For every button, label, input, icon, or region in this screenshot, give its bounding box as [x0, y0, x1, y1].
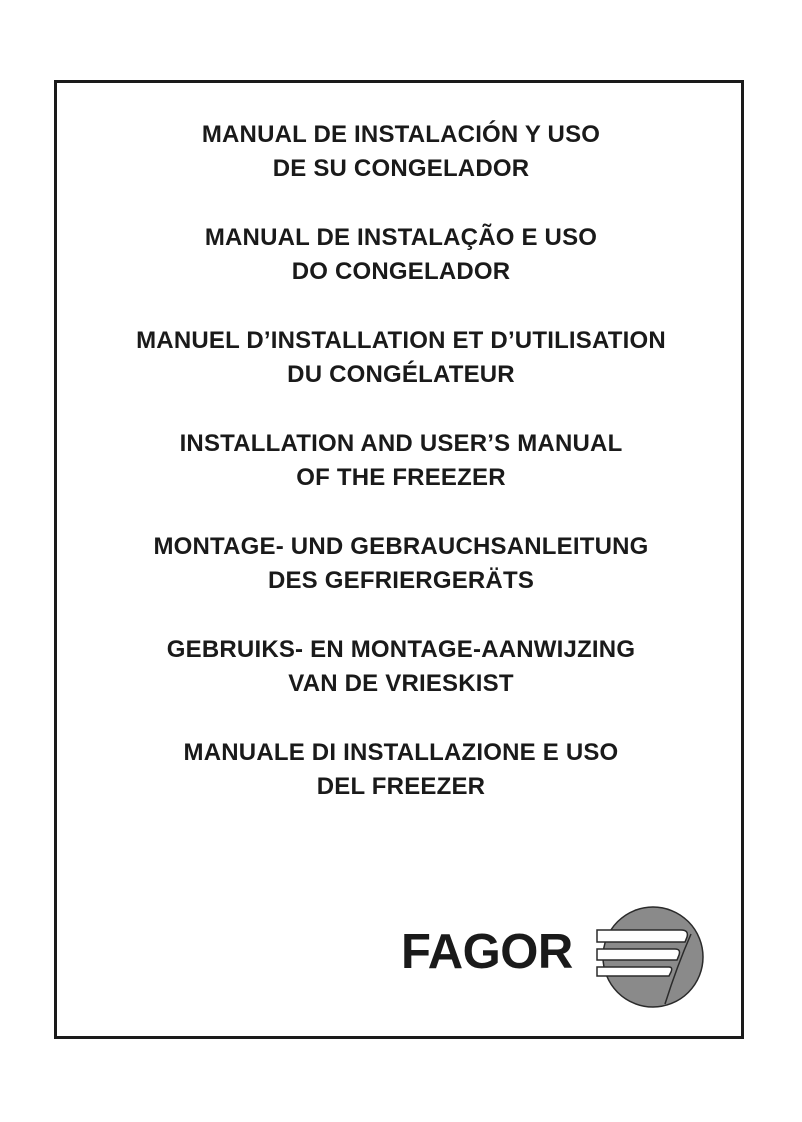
title-line: INSTALLATION AND USER’S MANUAL — [179, 430, 623, 457]
title-line: OF THE FREEZER — [296, 464, 506, 491]
title-line: MONTAGE- UND GEBRAUCHSANLEITUNG — [153, 533, 649, 560]
title-line: MANUALE DI INSTALLAZIONE E USO — [183, 739, 619, 766]
title-spanish — [0, 118, 802, 186]
fagor-logo-icon — [595, 904, 707, 1010]
title-line: MANUAL DE INSTALACIÓN Y USO — [201, 121, 601, 148]
brand-mark — [395, 902, 715, 1012]
title-line: VAN DE VRIESKIST — [288, 670, 514, 697]
title-line: DU CONGÉLATEUR — [287, 361, 515, 388]
title-french — [0, 324, 802, 392]
title-line: MANUEL D’INSTALLATION ET D’UTILISATION — [136, 327, 666, 354]
title-english — [0, 427, 802, 495]
title-italian — [0, 736, 802, 804]
title-line: MANUAL DE INSTALAÇÃO E USO — [204, 224, 598, 251]
title-line: GEBRUIKS- EN MONTAGE-AANWIJZING — [166, 636, 636, 663]
brand-name: FAGOR — [401, 925, 573, 979]
manual-titles — [0, 118, 802, 839]
title-dutch — [0, 633, 802, 701]
title-german — [0, 530, 802, 598]
title-line: DO CONGELADOR — [291, 258, 511, 285]
title-line: DES GEFRIERGERÄTS — [267, 567, 535, 594]
title-portuguese — [0, 221, 802, 289]
title-line: DEL FREEZER — [316, 773, 486, 800]
title-line: DE SU CONGELADOR — [272, 155, 530, 182]
